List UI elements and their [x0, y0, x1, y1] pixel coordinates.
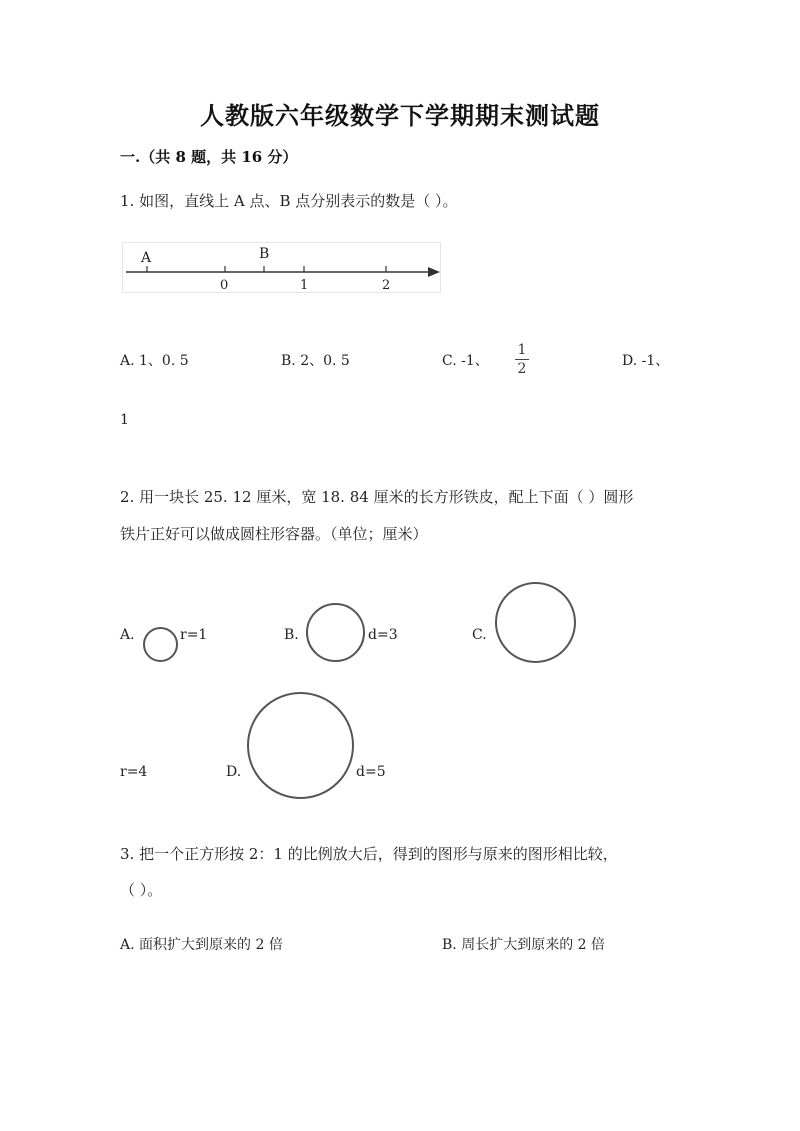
q3-option-a[interactable]: A. 面积扩大到原来的 2 倍 [120, 937, 283, 953]
point-b-label: B [259, 246, 270, 262]
tick-label-0: 0 [220, 278, 229, 293]
q2-option-c-value: r=4 [120, 764, 148, 780]
question-2-text-line-1: 2. 用一块长 25. 12 厘米，宽 18. 84 厘米的长方形铁皮，配上下面（ ）圆形 [120, 488, 634, 506]
q1-option-a[interactable]: A. 1、0. 5 [120, 353, 189, 369]
question-1-text: 1. 如图，直线上 A 点、B 点分别表示的数是（ ）。 [120, 192, 458, 210]
q2-option-d-label[interactable]: D. [226, 764, 242, 780]
fraction-denominator: 2 [517, 361, 527, 377]
page-title: 人教版六年级数学下学期期末测试题 [200, 101, 600, 130]
q1-option-b[interactable]: B. 2、0. 5 [281, 353, 350, 369]
q2-option-c-circle[interactable] [495, 582, 576, 663]
q2-option-d-circle[interactable] [247, 692, 354, 799]
question-2-text-line-2: 铁片正好可以做成圆柱形容器。（单位；厘米） [120, 525, 428, 543]
section-heading: 一.（共 8 题，共 16 分） [120, 148, 298, 166]
q2-option-b-label[interactable]: B. [284, 627, 299, 643]
q3-option-b[interactable]: B. 周长扩大到原来的 2 倍 [442, 937, 605, 953]
q2-option-b-value: d=3 [368, 627, 398, 643]
number-line-figure [122, 242, 442, 294]
tick-label-1: 1 [300, 278, 309, 293]
question-3-text-line-1: 3. 把一个正方形按 2：1 的比例放大后，得到的图形与原来的图形相比较， [120, 845, 618, 863]
point-a-label: A [141, 250, 152, 266]
q2-option-a-label[interactable]: A. [120, 627, 135, 643]
fraction-numerator: 1 [517, 342, 527, 358]
fraction-bar [515, 359, 529, 360]
q1-option-d[interactable]: D. -1、 [622, 353, 670, 369]
q2-option-b-circle[interactable] [306, 603, 365, 662]
q2-option-c-label[interactable]: C. [472, 627, 487, 643]
q1-option-c[interactable]: C. -1、 [442, 353, 489, 369]
q1-option-d-continued: 1 [120, 412, 129, 428]
q2-option-a-circle[interactable] [143, 627, 178, 662]
number-line-arrowhead [428, 267, 440, 277]
question-3-text-line-2: （ ）。 [120, 881, 163, 899]
figure-frame [123, 243, 441, 293]
q1-option-c-fraction [515, 342, 529, 377]
q2-option-d-value: d=5 [356, 764, 386, 780]
tick-label-2: 2 [382, 278, 391, 293]
q2-option-a-value: r=1 [180, 627, 208, 643]
